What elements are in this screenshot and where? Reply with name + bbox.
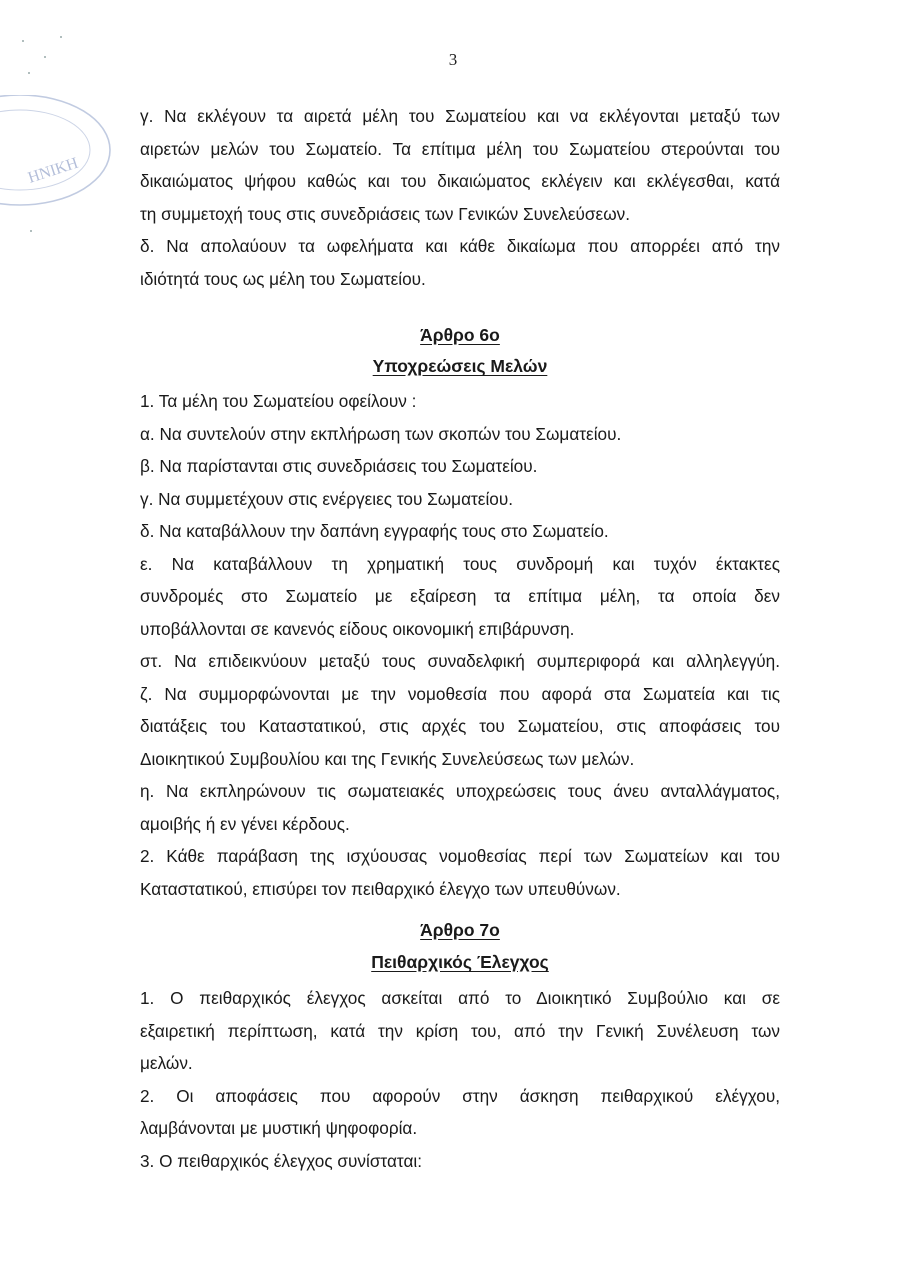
scan-speck [30, 230, 32, 232]
page-number: 3 [448, 50, 458, 69]
text-line: γ. Να εκλέγουν τα αιρετά μέλη του Σωματείου και να εκλέγονται μεταξύ των [140, 106, 780, 126]
text-line: Διοικητικού Συμβουλίου και της Γενικής Συνελεύσεως των μελών. [140, 748, 635, 769]
text-line: δ. Να απολαύουν τα ωφελήματα και κάθε δικαίωμα που απορρέει από την [140, 236, 780, 256]
article6-body [140, 385, 780, 905]
article7-body [140, 982, 780, 1177]
text-line: Καταστατικού, επισύρει τον πειθαρχικό έλεγχο των υπευθύνων. [140, 878, 621, 899]
text-line: δ. Να καταβάλλουν την δαπάνη εγγραφής τους στο Σωματείο. [140, 521, 609, 541]
text-line: λαμβάνονται με μυστική ψηφοφορία. [140, 1118, 418, 1138]
text-line: γ. Να συμμετέχουν στις ενέργειες του Σωματείου. [140, 488, 514, 509]
text-line: διατάξεις του Καταστατικού, στις αρχές του Σωματείου, στις αποφάσεις του [140, 716, 780, 736]
text-line: 2. Οι αποφάσεις που αφορούν στην άσκηση πειθαρχικού ελέγχου, [140, 1085, 780, 1106]
scan-speck [22, 40, 24, 42]
text-line: 3. Ο πειθαρχικός έλεγχος συνίσταται: [140, 1150, 422, 1171]
text-line: ε. Να καταβάλλουν τη χρηματική τους συνδρομή και τυχόν έκτακτες [140, 553, 780, 574]
text-line: ιδιότητά τους ως μέλη του Σωματείου. [140, 268, 426, 289]
text-line: εξαιρετική περίπτωση, κατά την κρίση του, από την Γενική Συνέλευση των [140, 1020, 780, 1041]
text-line: δικαιώματος ψήφου καθώς και του δικαιώματος εκλέγειν και εκλέγεσθαι, κατά [140, 171, 780, 191]
article7-title: Άρθρο 7ο [420, 920, 500, 940]
text-line: συνδρομές στο Σωματείο με εξαίρεση τα επίτιμα μέλη, τα οποία δεν [140, 586, 780, 606]
organization-stamp [0, 95, 120, 215]
article7-subtitle: Πειθαρχικός Έλεγχος [371, 952, 549, 972]
text-line: αμοιβής ή εν γένει κέρδους. [140, 813, 350, 834]
scan-speck [60, 36, 62, 38]
text-line: αιρετών μελών του Σωματείο. Τα επίτιμα μέλη του Σωματείου στερούνται του [140, 138, 780, 159]
text-line: μελών. [140, 1053, 193, 1073]
text-line: 1. Ο πειθαρχικός έλεγχος ασκείται από το Διοικητικό Συμβούλιο και σε [140, 988, 780, 1008]
text-line: υποβάλλονται σε κανενός είδους οικονομική επιβάρυνση. [140, 618, 575, 639]
text-line: 1. Τα μέλη του Σωματείου οφείλουν : [140, 391, 417, 411]
stamp-text: ΗΝΙΚΗ [25, 154, 81, 187]
article5-continuation [140, 100, 780, 295]
text-line: η. Να εκπληρώνουν τις σωματειακές υποχρεώσεις τους άνευ ανταλλάγματος, [140, 781, 780, 801]
text-line: α. Να συντελούν στην εκπλήρωση των σκοπών του Σωματείου. [140, 423, 622, 444]
article6-title: Άρθρο 6ο [420, 325, 500, 345]
text-line: ζ. Να συμμορφώνονται με την νομοθεσία που αφορά στα Σωματεία και τις [140, 683, 780, 704]
text-line: στ. Να επιδεικνύουν μεταξύ τους συναδελφική συμπεριφορά και αλληλεγγύη. [140, 651, 780, 671]
scan-speck [28, 72, 30, 74]
text-line: τη συμμετοχή τους στις συνεδριάσεις των Γενικών Συνελεύσεων. [140, 203, 630, 224]
text-line: 2. Κάθε παράβαση της ισχύουσας νομοθεσίας περί των Σωματείων και του [140, 846, 780, 866]
article6-subtitle: Υποχρεώσεις Μελών [372, 356, 548, 376]
text-line: β. Να παρίστανται στις συνεδριάσεις του Σωματείου. [140, 456, 538, 476]
